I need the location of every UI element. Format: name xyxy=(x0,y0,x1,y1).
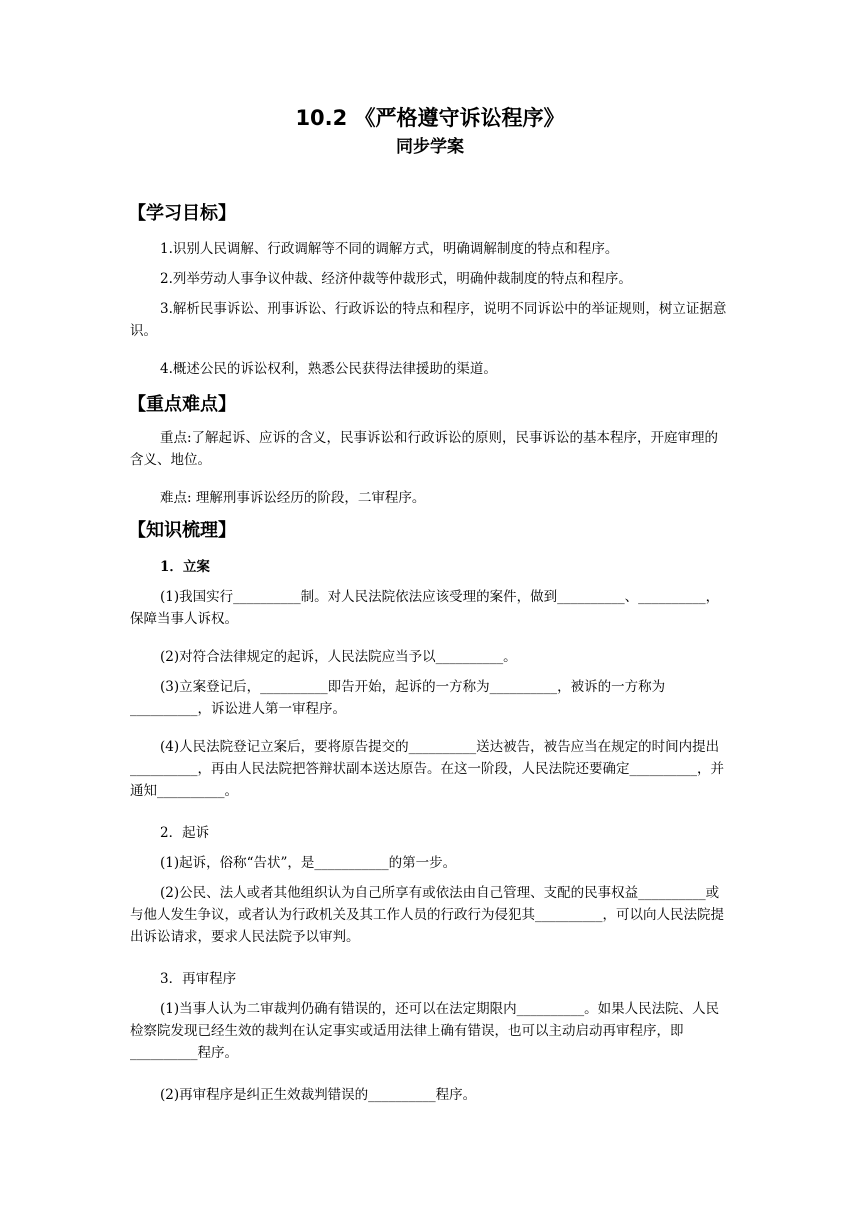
filing-paragraph-4: (4)人民法院登记立案后，要将原告提交的__________送达被告，被告应当在规定的时间内提出__________，再由人民法院把答辩状副本送达原告。在这一阶段，人民法院还要确定__________，并通知__________。 xyxy=(130,739,724,799)
retrial-paragraph-2: (2)再审程序是纠正生效裁判错误的__________程序。 xyxy=(160,1087,477,1103)
goal-item-1: 1.识别人民调解、行政调解等不同的调解方式，明确调解制度的特点和程序。 xyxy=(160,241,619,257)
prosecution-paragraph-2: (2)公民、法人或者其他组织认为自己所享有或依法由自己管理、支配的民事权益__________或与他人发生争议，或者认为行政机关及其工作人员的行政行为侵犯其__________，可以向人民法院提出诉讼请求，要求人民法院予以审判。 xyxy=(130,885,724,945)
subsection-title-prosecution: 2．起诉 xyxy=(160,825,210,841)
document-subtitle: 同步学案 xyxy=(396,137,464,157)
section-heading-knowledge: 【知识梳理】 xyxy=(128,520,236,541)
subsection-title-filing: 1．立案 xyxy=(160,559,210,575)
filing-paragraph-2: (2)对符合法律规定的起诉，人民法院应当予以__________。 xyxy=(160,649,517,665)
goal-item-4: 4.概述公民的诉讼权利，熟悉公民获得法律援助的渠道。 xyxy=(160,361,497,377)
filing-paragraph-3: (3)立案登记后，__________即告开始，起诉的一方称为__________，被诉的一方称为__________，诉讼进人第一审程序。 xyxy=(130,679,666,717)
goal-item-3: 3.解析民事诉讼、刑事诉讼、行政诉讼的特点和程序，说明不同诉讼中的举证规则，树立证据意识。 xyxy=(130,301,727,339)
goal-item-2: 2.列举劳动人事争议仲裁、经济仲裁等仲裁形式，明确仲裁制度的特点和程序。 xyxy=(160,271,632,287)
keypoints-focus: 重点:了解起诉、应诉的含义，民事诉讼和行政诉讼的原则，民事诉讼的基本程序，开庭审理的含义、地位。 xyxy=(130,430,719,468)
filing-paragraph-1: (1)我国实行__________制。对人民法院依法应该受理的案件，做到__________、__________，保障当事人诉权。 xyxy=(130,589,720,627)
subsection-title-retrial: 3．再审程序 xyxy=(160,971,237,987)
retrial-paragraph-1: (1)当事人认为二审裁判仍确有错误的，还可以在法定期限内__________。如果人民法院、人民检察院发现已经生效的裁判在认定事实或适用法律上确有错误，也可以主动启动再审程序，即__________程序。 xyxy=(130,1001,720,1061)
prosecution-paragraph-1: (1)起诉，俗称“告状”，是___________的第一步。 xyxy=(160,855,457,871)
document-title: 10.2 《严格遵守诉讼程序》 xyxy=(295,106,565,130)
section-heading-keypoints: 【重点难点】 xyxy=(128,394,236,415)
section-heading-goals: 【学习目标】 xyxy=(128,203,236,224)
keypoints-difficulty: 难点: 理解刑事诉讼经历的阶段，二审程序。 xyxy=(160,490,426,506)
